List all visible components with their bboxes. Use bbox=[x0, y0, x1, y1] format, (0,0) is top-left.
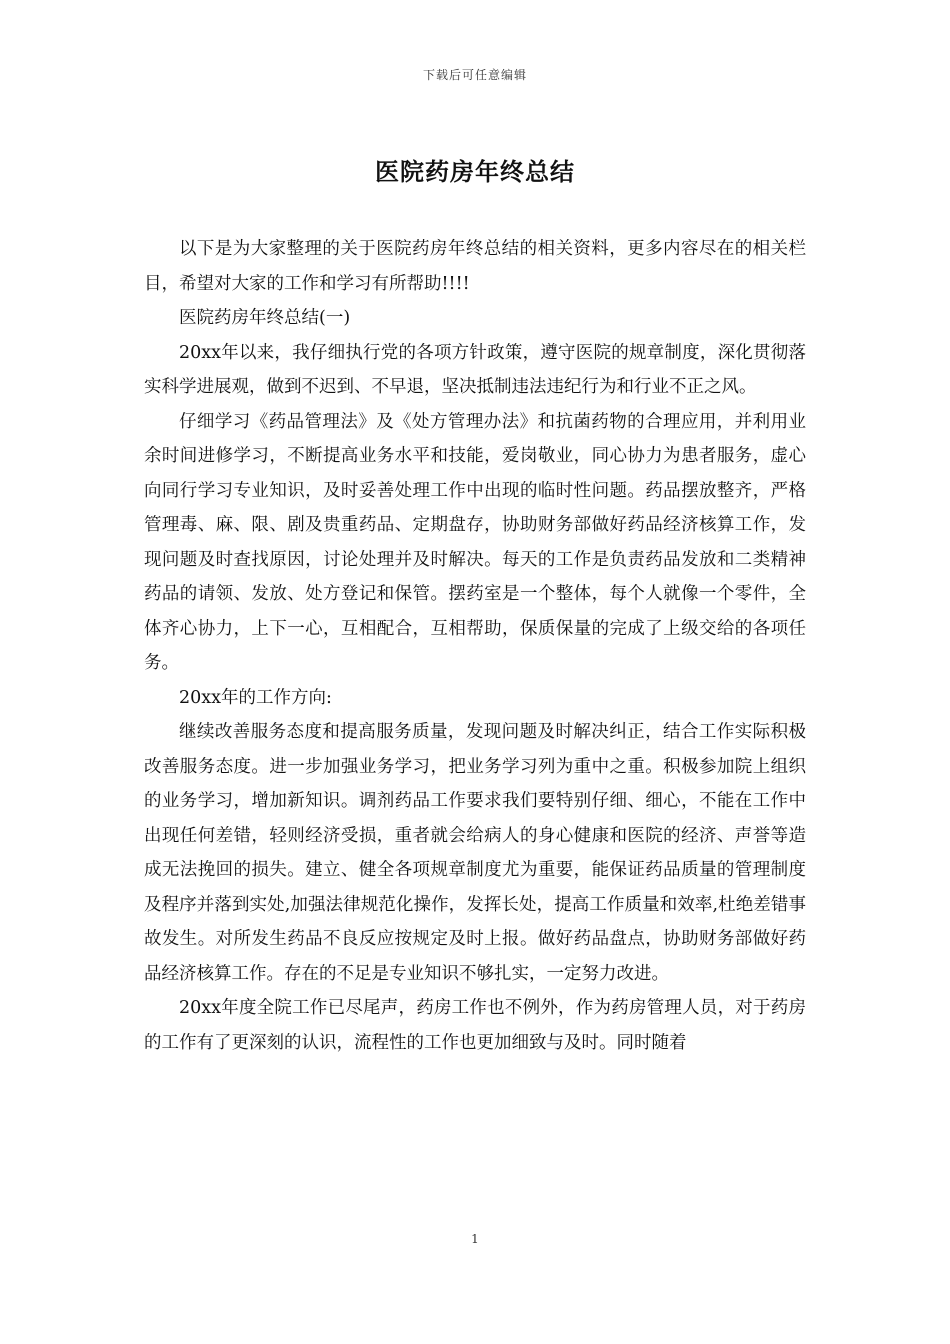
paragraph-year-end: 20xx年度全院工作已尽尾声，药房工作也不例外，作为药房管理人员，对于药房的工作有了更深刻的认识，流程性的工作也更加细致与及时。同时随着 bbox=[144, 998, 806, 1053]
document-body bbox=[144, 232, 806, 1060]
paragraph-section-heading: 医院药房年终总结(一) bbox=[179, 308, 351, 328]
paragraph-work-direction: 继续改善服务态度和提高服务质量，发现问题及时解决纠正，结合工作实际积极改善服务态度。进一步加强业务学习，把业务学习列为重中之重。积极参加院上组织的业务学习，增加新知识。调剂药品工作要求我们要特别仔细、细心，不能在工作中出现任何差错，轻则经济受损，重者就会给病人的身心健康和医院的经济、声誉等造成无法挽回的损失。建立、健全各项规章制度尤为重要，能保证药品质量的管理制度及程序并落到实处,加强法律规范化操作，发挥长处，提高工作质量和效率,杜绝差错事故发生。对所发生药品不良反应按规定及时上报。做好药品盘点，协助财务部做好药品经济核算工作。存在的不足是专业知识不够扎实，一定努力改进。 bbox=[144, 722, 806, 984]
paragraph-work-direction-heading: 20xx年的工作方向: bbox=[179, 687, 332, 708]
paragraph-study-and-duties: 仔细学习《药品管理法》及《处方管理办法》和抗菌药物的合理应用，并利用业余时间进修学习，不断提高业务水平和技能，爱岗敬业，同心协力为患者服务，虚心向同行学习专业知识，及时妥善处理工作中出现的临时性问题。药品摆放整齐，严格管理毒、麻、限、剧及贵重药品、定期盘存，协助财务部做好药品经济核算工作，发现问题及时查找原因，讨论处理并及时解决。每天的工作是负责药品发放和二类精神药品的请领、发放、处方登记和保管。摆药室是一个整体，每个人就像一个零件，全体齐心协力，上下一心，互相配合，互相帮助，保质保量的完成了上级交给的各项任务。 bbox=[144, 411, 806, 673]
page-number: 1 bbox=[471, 1232, 479, 1246]
header-note: 下载后可任意编辑 bbox=[422, 68, 527, 82]
paragraph-policy: 20xx年以来，我仔细执行党的各项方针政策，遵守医院的规章制度，深化贯彻落实科学进展观，做到不迟到、不早退，坚决抵制违法违纪行为和行业不正之风。 bbox=[144, 342, 806, 397]
document-title: 医院药房年终总结 bbox=[375, 157, 575, 186]
paragraph-intro: 以下是为大家整理的关于医院药房年终总结的相关资料，更多内容尽在的相关栏目，希望对大家的工作和学习有所帮助!!!! bbox=[144, 239, 806, 294]
